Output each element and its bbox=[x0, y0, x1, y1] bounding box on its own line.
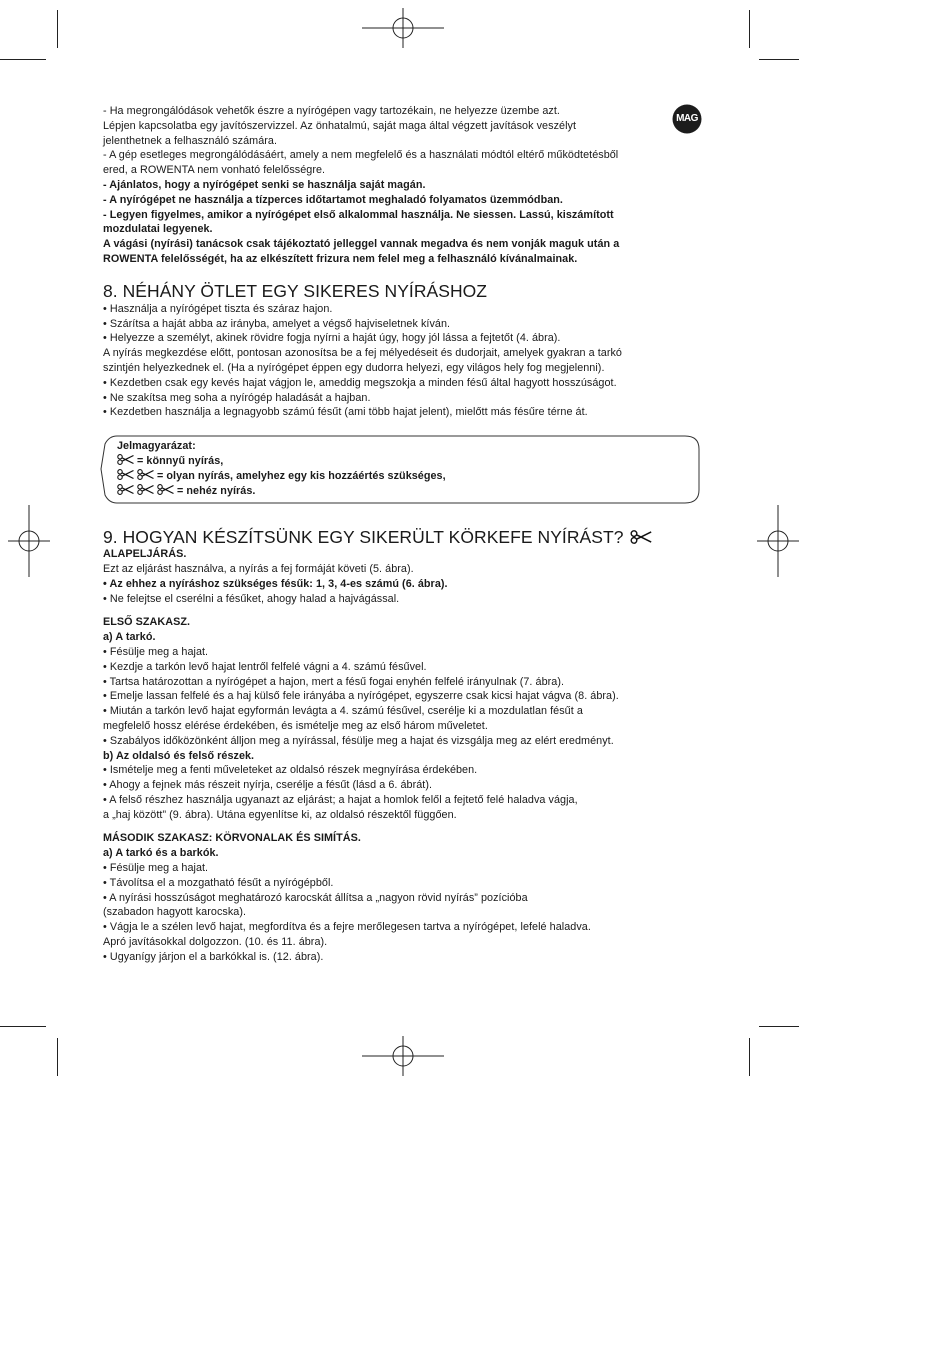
text-line: jelenthetnek a felhasználó számára. bbox=[103, 134, 278, 147]
legend-easy-text: = könnyű nyírás, bbox=[137, 454, 224, 467]
text-line: ALAPELJÁRÁS. bbox=[103, 548, 187, 561]
legend-medium-text: = olyan nyírás, amelyhez egy kis hozzáértés szükséges, bbox=[157, 469, 446, 482]
text-line: • Kezdetben csak egy kevés hajat vágjon le, ameddig megszokja a minden fésű által hagyott hosszúságot. bbox=[103, 376, 617, 389]
legend-title: Jelmagyarázat: bbox=[117, 440, 196, 453]
text-line: - Ajánlatos, hogy a nyírógépet senki se használja saját magán. bbox=[103, 178, 426, 191]
scissors-icon bbox=[117, 469, 134, 480]
text-line: • Ne felejtse el cserélni a fésűket, ahogy halad a hajvágással. bbox=[103, 592, 400, 605]
text-line: - Legyen figyelmes, amikor a nyírógépet első alkalommal használja. Ne siessen. Lassú, kiszámított bbox=[103, 208, 614, 221]
page-content bbox=[103, 104, 703, 965]
registration-mark-icon bbox=[8, 505, 50, 577]
text-line: - Ha megrongálódások vehetők észre a nyírógépen vagy tartozékain, ne helyezze üzembe azt. bbox=[103, 105, 560, 117]
legend-box bbox=[103, 435, 703, 504]
crop-mark bbox=[0, 59, 46, 60]
text-line: • A felső részhez használja ugyanazt az eljárást; a hajat a homlok felől a fejtető felé haladva vágja, bbox=[103, 793, 578, 806]
scissors-icon bbox=[157, 484, 174, 495]
text-line: • Kezdje a tarkón levő hajat lentről felfelé vágni a 4. számú fésűvel. bbox=[103, 660, 427, 673]
section-8-body bbox=[103, 302, 703, 420]
crop-mark bbox=[759, 1026, 799, 1027]
text-line: • Ugyanígy járjon el a barkókkal is. (12. ábra). bbox=[103, 950, 324, 963]
scissors-icon bbox=[137, 484, 154, 495]
paragraph-gap bbox=[103, 822, 703, 831]
crop-mark bbox=[0, 1026, 46, 1027]
crop-mark bbox=[749, 10, 750, 48]
text-line: Lépjen kapcsolatba egy javítószervizzel. Az önhatalmú, saját maga által végzett javítások veszélyt bbox=[103, 119, 577, 132]
text-line: • Ne szakítsa meg soha a nyírógép haladását a hajban. bbox=[103, 391, 371, 404]
text-line: A nyírás megkezdése előtt, pontosan azonosítsa be a fej mélyedéseit és dudorjait, amelyek gyakran a tarkó bbox=[103, 347, 622, 360]
text-line: megfelelő hossz elérése érdekében, és ismételje meg az első három műveletet. bbox=[103, 719, 488, 732]
text-line: - A gép esetleges megrongálódásáért, amely a nem megfelelő és a használati módtól eltérő működtetésből bbox=[103, 149, 619, 162]
registration-mark-icon bbox=[757, 505, 799, 577]
warnings-block bbox=[103, 104, 703, 267]
text-line: ELSŐ SZAKASZ. bbox=[103, 616, 191, 629]
registration-mark-icon bbox=[362, 1036, 444, 1076]
text-line: - A nyírógépet ne használja a tízperces időtartamot meghaladó folyamatos üzemmódban. bbox=[103, 193, 563, 206]
text-line: • Fésülje meg a hajat. bbox=[103, 862, 209, 875]
text-line: mozdulatai legyenek. bbox=[103, 223, 213, 236]
registration-mark-icon bbox=[362, 8, 444, 48]
crop-mark bbox=[57, 1038, 58, 1076]
text-line: • A nyírási hosszúságot meghatározó karocskát állítsa a „nagyon rövid nyírás” pozícióba bbox=[103, 891, 528, 904]
scissors-icon bbox=[630, 529, 652, 543]
text-line: • Az ehhez a nyíráshoz szükséges fésűk: 1, 3, 4-es számú (6. ábra). bbox=[103, 577, 448, 590]
scissors-icon bbox=[117, 454, 134, 465]
text-line: MÁSODIK SZAKASZ: KÖRVONALAK ÉS SIMÍTÁS. bbox=[103, 832, 361, 845]
paragraph-gap bbox=[103, 606, 703, 615]
section-9-title bbox=[103, 528, 703, 547]
text-line: • Ahogy a fejnek más részeit nyírja, cserélje a fésűt (lásd a 6. ábrát). bbox=[103, 779, 433, 792]
section-8-title: 8. NÉHÁNY ÖTLET EGY SIKERES NYÍRÁSHOZ bbox=[103, 280, 488, 301]
section-9-body bbox=[103, 547, 703, 965]
crop-mark bbox=[749, 1038, 750, 1076]
text-line: • Vágja le a szélen levő hajat, megfordítva és a fejre merőlegesen tartva a nyírógépet, lefelé haladva. bbox=[103, 921, 591, 934]
text-line: • Szabályos időközönként álljon meg a nyírással, fésülje meg a hajat és vizsgálja meg az elért eredményt. bbox=[103, 734, 614, 747]
text-line: ROWENTA felelősségét, ha az elkészített frizura nem felel meg a felhasználó kívánalmainak. bbox=[103, 252, 578, 265]
text-line: ered, a ROWENTA nem vonható felelősségre. bbox=[103, 164, 326, 177]
scissors-icon bbox=[137, 469, 154, 480]
text-line: b) Az oldalsó és felső részek. bbox=[103, 749, 255, 762]
text-line: • Emelje lassan felfelé és a haj külső fele irányába a nyírógépet, egyszerre csak kicsi hajat vágva (8. ábra). bbox=[103, 690, 619, 703]
text-line: a) A tarkó. bbox=[103, 631, 156, 644]
badge-label: MAG bbox=[676, 113, 698, 124]
legend-hard bbox=[117, 484, 446, 499]
crop-mark bbox=[57, 10, 58, 48]
text-line: • Használja a nyírógépet tiszta és száraz hajon. bbox=[103, 302, 333, 315]
legend-medium bbox=[117, 469, 446, 484]
scissors-icon bbox=[117, 484, 134, 495]
text-line: A vágási (nyírási) tanácsok csak tájékoztató jelleggel vannak megadva és nem vonják maguk után a bbox=[103, 238, 620, 251]
text-line: szintjén helyezkednek el. (Ha a nyírógépet éppen egy dudorra helyezi, egy világos hely fog megjelenni). bbox=[103, 361, 605, 374]
text-line: • Szárítsa a haját abba az irányba, amelyet a végső hajviseletnek kíván. bbox=[103, 317, 451, 330]
text-line: • Ismételje meg a fenti műveleteket az oldalsó részek megnyírása érdekében. bbox=[103, 764, 478, 777]
text-line: Ezt az eljárást használva, a nyírás a fej formáját követi (5. ábra). bbox=[103, 562, 414, 575]
text-line: a „haj között” (9. ábra). Utána egyenlítse ki, az oldalsó részektől függően. bbox=[103, 808, 457, 821]
text-line: • Távolítsa el a mozgatható fésűt a nyírógépből. bbox=[103, 876, 334, 889]
text-line: a) A tarkó és a barkók. bbox=[103, 847, 219, 860]
text-line: Apró javításokkal dolgozzon. (10. és 11. ábra). bbox=[103, 936, 328, 949]
text-line: • Fésülje meg a hajat. bbox=[103, 645, 209, 658]
text-line: • Miután a tarkón levő hajat egyformán levágta a 4. számú fésűvel, cserélje ki a mozdulatlan fésűt a bbox=[103, 705, 583, 718]
text-line: • Tartsa határozottan a nyírógépet a hajon, mert a fésű fogai enyhén felfelé irányulnak (7. ábra). bbox=[103, 675, 565, 688]
text-line: • Kezdetben használja a legnagyobb számú fésűt (ami több hajat jelent), mielőtt más fésűre térne át. bbox=[103, 406, 588, 419]
crop-mark bbox=[759, 59, 799, 60]
legend-content bbox=[117, 439, 446, 498]
legend-hard-text: = nehéz nyírás. bbox=[177, 484, 256, 497]
text-line: (szabadon hagyott karocska). bbox=[103, 906, 247, 919]
section-9-title-text: 9. HOGYAN KÉSZÍTSÜNK EGY SIKERÜLT KÖRKEFE NYÍRÁST? bbox=[103, 527, 624, 548]
legend-easy bbox=[117, 454, 446, 469]
text-line: • Helyezze a személyt, akinek rövidre fogja nyírni a haját úgy, hogy jól lássa a fejtetőt (4. ábra). bbox=[103, 332, 561, 345]
